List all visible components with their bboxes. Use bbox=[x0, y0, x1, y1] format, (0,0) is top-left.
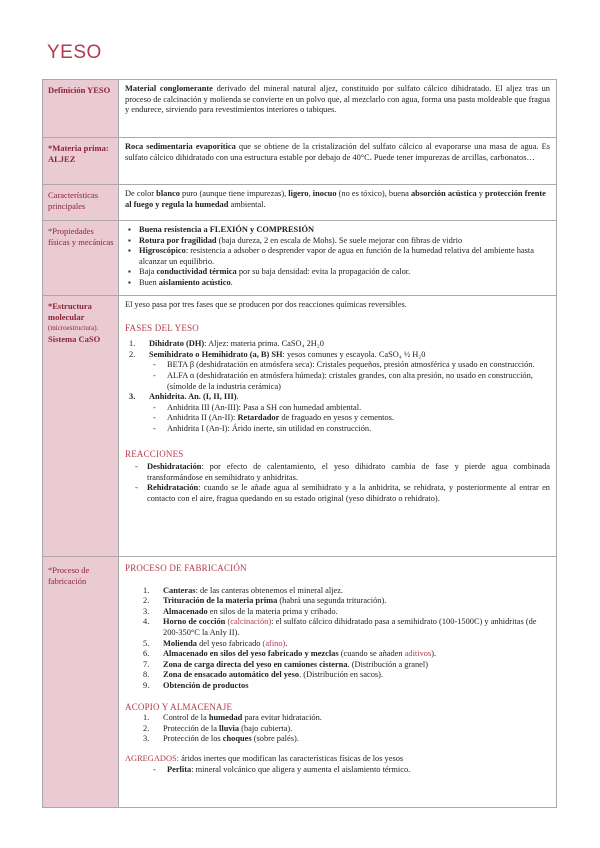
list-item: ▪ Buen aislamiento acústico. bbox=[139, 278, 550, 289]
fase3-sublist bbox=[125, 403, 550, 435]
list-item: - ALFA α (deshidratación en atmósfera húmeda): cristales grandes, con alta presión, no usado en construcción, (símolde de la industria cerámica) bbox=[153, 370, 533, 391]
fases-list bbox=[125, 339, 550, 360]
list-item: ▪ Buena resistencia a FLEXIÓN y COMPRESIÓN bbox=[139, 225, 550, 236]
list-item: 2. Semihidrato o Hemihidrato (a, B) SH: yesos comunes y escayola. CaSO₄ ½ H₂0 bbox=[129, 349, 426, 359]
row-materia-prima bbox=[43, 138, 557, 185]
list-item: ▪ Baja conductividad térmica por su baja densidad: evita la propagación de calor. bbox=[139, 267, 550, 278]
list-item: - Anhidrita III (An-III): Pasa a SH con humedad ambiental. bbox=[153, 402, 362, 412]
list-item: 1. Dihidrato (DH): Aljez: materia prima. CaSO₄ 2H₂0 bbox=[129, 339, 324, 349]
list-item: - Deshidratación: por efecto de calentamiento, el yeso dihidrato cambia de fase y pierde agua combinada transformándose en semihidrato y anhidritas. bbox=[135, 462, 550, 482]
row-definicion bbox=[43, 80, 557, 138]
content-definicion: Material conglomerante derivado del mineral natural aljez, constituido por sulfato cálcico dihidratado. El aljez tras un proceso de calcinación y molienda se convierte en un polvo que, al mezclarlo con agua, forma una pasta moldeable que fragua y endurece, sirviendo para revestimientos interiores o tabiques. bbox=[119, 80, 557, 138]
fase3-list bbox=[125, 392, 550, 403]
list-item: 3. Protección de los choques (sobre palés). bbox=[143, 734, 299, 744]
reacciones-list bbox=[125, 462, 550, 504]
list-item: 8. Zona de ensacado automático del yeso. (Distribución en sacos). bbox=[143, 670, 384, 680]
proceso-steps-list bbox=[125, 586, 550, 692]
label-caracteristicas: Características principales bbox=[43, 185, 119, 221]
properties-list bbox=[125, 225, 550, 289]
list-item: 5. Molienda del yeso fabricado (afino). bbox=[143, 638, 288, 648]
fase2-sublist bbox=[125, 360, 550, 392]
list-item: 1. Canteras: de las canteras obtenemos el mineral aljez. bbox=[143, 585, 344, 595]
list-item: 3. Almacenado en silos de la materia prima y cribado. bbox=[143, 606, 338, 616]
list-item: ▪ Rotura por fragilidad (baja dureza, 2 en escala de Mohs). Se suele mejorar con fibras de vidrio bbox=[139, 236, 550, 247]
acopio-list bbox=[125, 713, 550, 745]
row-caracteristicas bbox=[43, 185, 557, 221]
section-heading-acopio: ACOPIO Y ALMACENAJE bbox=[125, 701, 233, 712]
structure-intro: El yeso pasa por tres fases que se producen por dos reacciones químicas reversibles. bbox=[125, 300, 407, 309]
list-item: 1. Control de la humedad para evitar hidratación. bbox=[143, 713, 322, 723]
section-heading-fases: FASES DEL YESO bbox=[125, 322, 199, 333]
content-proceso bbox=[119, 557, 557, 808]
label-estructura: *Estructura molecular (microestructura). Sistema CaSO bbox=[43, 296, 119, 557]
list-item: 2. Trituración de la materia prima (habrá una segunda trituración). bbox=[143, 596, 387, 606]
row-estructura bbox=[43, 296, 557, 557]
list-item: - Anhidrita I (An-I): Árido inerte, sin utilidad en construcción. bbox=[153, 423, 372, 433]
list-item: 3. Anhidrita. An. (I, II, III). bbox=[129, 392, 239, 402]
notes-table bbox=[42, 79, 557, 808]
list-item: - BETA β (deshidratación en atmósfera seca): Cristales pequeños, presión atmosférica y usado en construcción. bbox=[153, 360, 535, 370]
row-propiedades bbox=[43, 221, 557, 296]
list-item: - Anhidrita II (An-II): Retardador de fraguado en yesos y cementos. bbox=[153, 413, 394, 423]
content-caracteristicas: De color blanco puro (aunque tiene impurezas), ligero, inocuo (no es tóxico), buena absorción acústica y protección frente al fuego y regula la humedad ambiental. bbox=[119, 185, 557, 221]
agregados-line: AGREGADOS: áridos inertes que modifican las características físicas de los yesos bbox=[125, 753, 404, 763]
row-proceso bbox=[43, 557, 557, 808]
list-item: 6. Almacenado en silos del yeso fabricado y mezclas (cuando se añaden aditivos). bbox=[143, 649, 437, 659]
list-item: 2. Protección de la lluvia (bajo cubierta). bbox=[143, 723, 293, 733]
content-materia-prima: Roca sedimentaria evaporítica que se obtiene de la cristalización del sulfato cálcico al evaporarse una masa de agua. Es sulfato cálcico dihidratado con una estructura estable por debajo de 40°C. Puede tener impurezas de arcillas, carbonatos… bbox=[119, 138, 557, 185]
page-title: YESO bbox=[47, 42, 102, 63]
section-heading-proceso: PROCESO DE FABRICACIÓN bbox=[125, 563, 247, 573]
agregados-list bbox=[125, 765, 550, 776]
section-heading-reacciones: REACCIONES bbox=[125, 448, 184, 459]
label-materia-prima: *Materia prima: ALJEZ bbox=[43, 138, 119, 185]
list-item: 9. Obtención de productos bbox=[143, 680, 249, 690]
label-propiedades: *Propiedades físicas y mecánicas bbox=[43, 221, 119, 296]
list-item: ▪ Higroscópico: resistencia a adsober o desprender vapor de agua en función de la humedad relativa del ambiente hasta alcanzar un equilibrio. bbox=[139, 246, 550, 267]
label-definicion: Definición YESO bbox=[43, 80, 119, 138]
list-item: 7. Zona de carga directa del yeso en camiones cisterna. (Distribución a granel) bbox=[143, 659, 429, 669]
list-item: 4. Horno de cocción (calcinación): el sulfato cálcico dihidratado pasa a semihidrato (100-1500C) y anhidritas (de 200-350°C la AnIy II). bbox=[143, 617, 537, 637]
label-proceso: *Proceso de fabricación bbox=[43, 557, 119, 808]
list-item: - Perlita: mineral volcánico que aligera y aumenta el aislamiento térmico. bbox=[153, 764, 411, 774]
list-item: - Rehidratación: cuando se le añade agua al semihidrato y a la anhidrita, se rehidrata, y posteriormente al entrar en contacto con el aire, fragua quedando en su estado original (yeso dihidrato o rehidrato). bbox=[135, 483, 550, 503]
content-estructura bbox=[119, 296, 557, 557]
content-propiedades bbox=[119, 221, 557, 296]
